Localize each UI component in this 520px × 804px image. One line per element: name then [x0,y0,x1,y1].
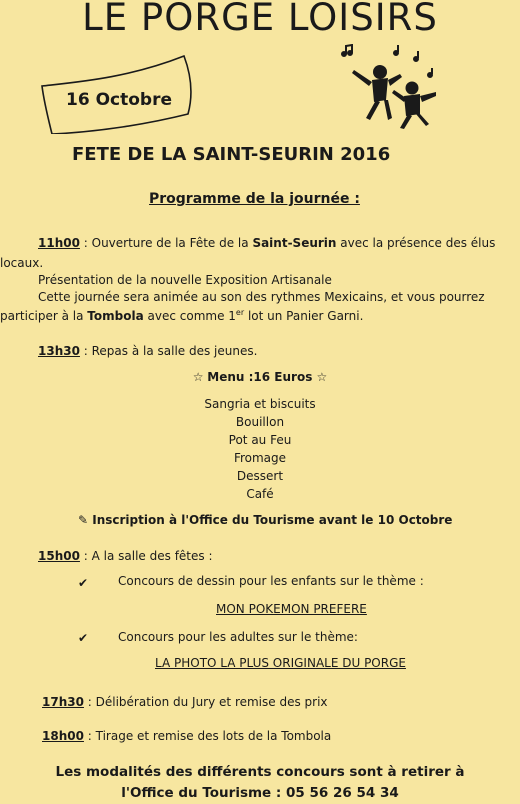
star-icon: ☆ [316,370,328,384]
footer-line2: l'Office du Tourisme : 05 56 26 54 34 [121,785,399,801]
program-heading: Programme de la journée : [149,191,360,207]
text: : A la salle des fêtes : [79,549,213,563]
schedule-1800 [42,729,331,743]
menu-item: Sangria et biscuits [204,397,316,411]
text: avec comme 1 [143,309,236,323]
schedule-1100-line4: Cette journée sera animée au son des rythmes Mexicains, et vous pourrez [38,290,485,304]
dancers-illustration [336,44,446,130]
menu-item: Dessert [236,469,284,483]
menu-item: Pot au Feu [228,433,292,447]
check-icon: ✔ [78,576,89,590]
time-1800: 18h00 [42,729,84,743]
text: participer à la [0,309,88,323]
text: : Tirage et remise des lots de la Tombola [83,729,332,743]
tombola-bold: Tombola [87,309,144,323]
time-1500: 15h00 [38,549,80,563]
menu-item: Fromage [233,451,287,465]
schedule-1100-line1 [38,236,495,250]
time-1330: 13h30 [38,344,80,358]
schedule-1100-line2: locaux. [0,256,44,270]
menu-label: Menu [207,370,245,384]
text: Ouverture de la Fête de la [91,236,253,250]
text: : Délibération du Jury et remise des prix [83,695,328,709]
sep: : [79,236,92,250]
event-title: FETE DE LA SAINT-SEURIN 2016 [72,144,391,165]
inscription-note [78,513,452,527]
saint-seurin-bold: Saint-Seurin [252,236,337,250]
menu-item: Café [246,487,274,501]
superscript: er [235,308,245,317]
contest-1: Concours de dessin pour les enfants sur le thème : [118,574,424,588]
menu-heading [0,370,520,384]
footer-line1: Les modalités des différents concours sont à retirer à [55,764,465,780]
time-1730: 17h30 [42,695,84,709]
time-1100: 11h00 [38,236,80,250]
menu-price: :16 Euros [244,370,317,384]
schedule-1100-line5 [0,308,363,323]
text: : Repas à la salle des jeunes. [79,344,258,358]
schedule-1330 [38,344,257,358]
menu-item: Bouillon [235,415,285,429]
contest-2-theme: LA PHOTO LA PLUS ORIGINALE DU PORGE [155,656,406,670]
text: lot un Panier Garni. [244,309,364,323]
inscription-text: Inscription à l'Office du Tourisme avant le 10 Octobre [92,513,453,527]
pencil-icon: ✎ [78,513,89,527]
schedule-1730 [42,695,328,709]
text: avec la présence des élus [336,236,496,250]
schedule-1100-line3: Présentation de la nouvelle Exposition Artisanale [38,273,332,287]
star-icon: ☆ [192,370,204,384]
contest-2: Concours pour les adultes sur le thème: [118,630,358,644]
contest-1-theme: MON POKEMON PREFERE [216,602,367,616]
check-icon: ✔ [78,631,89,645]
schedule-1500 [38,549,213,563]
date-banner-text: 16 Octobre [66,90,172,110]
page-title: LE PORGE LOISIRS [82,0,438,39]
